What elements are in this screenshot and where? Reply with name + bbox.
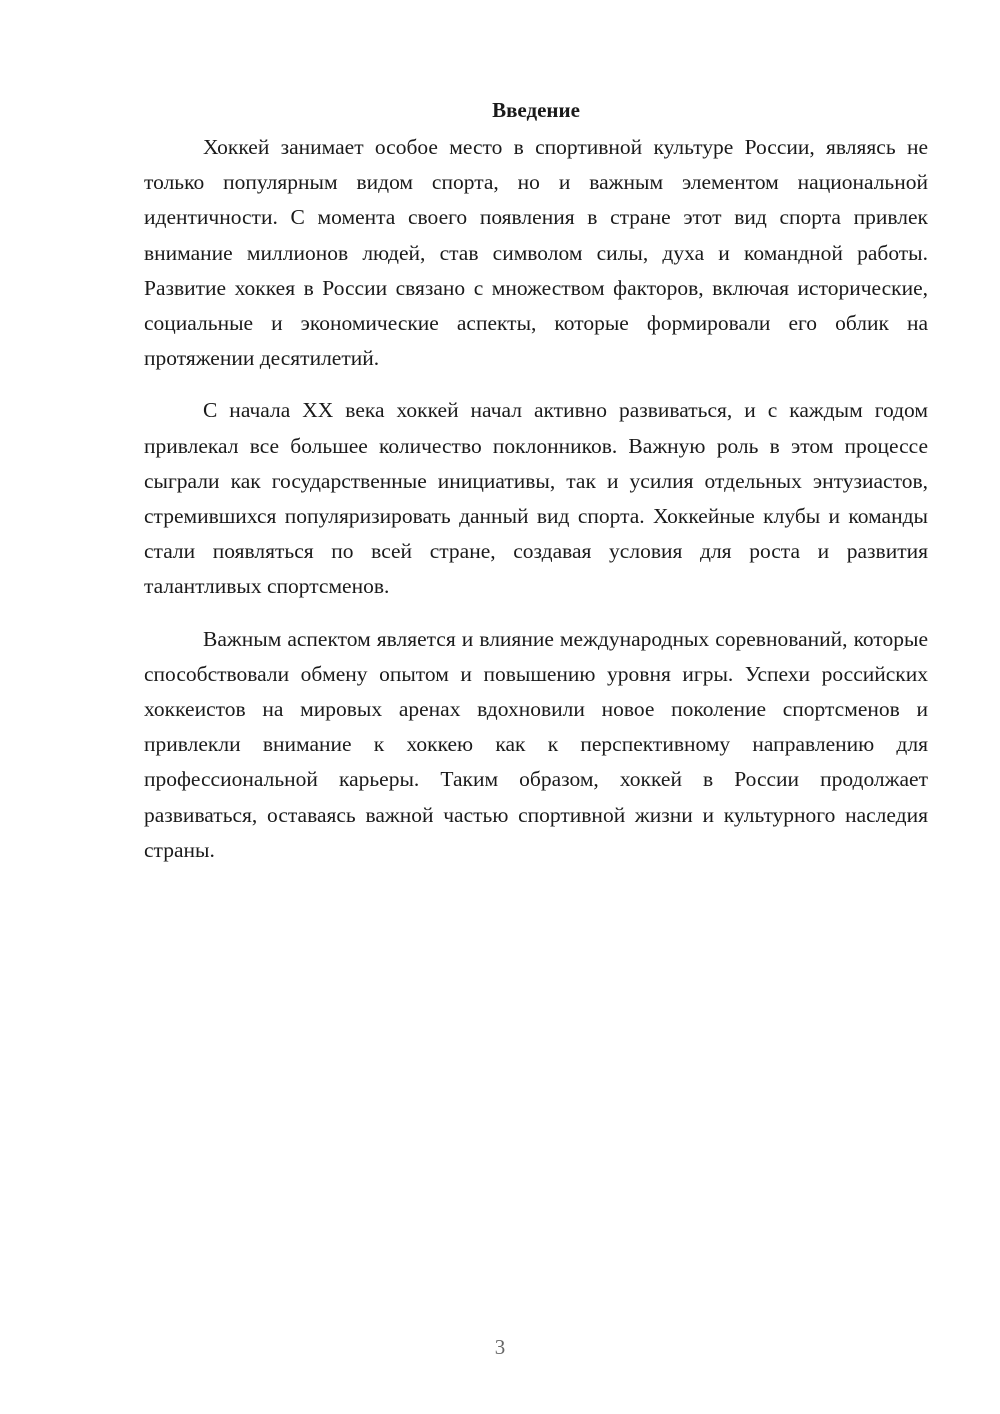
paragraph: Важным аспектом является и влияние международных соревнований, которые способствовали обмену опытом и повышению уровня игры. Успехи российских хоккеистов на мировых аренах вдохновили новое поколение спортсменов и привлекли внимание к хоккею как к перспективному направлению для профессиональной карьеры. Таким образом, хоккей в России продолжает развиваться, оставаясь важной частью спортивной жизни и культурного наследия страны. bbox=[144, 626, 928, 862]
page-content bbox=[144, 94, 928, 885]
paragraph: Хоккей занимает особое место в спортивной культуре России, являясь не только популярным видом спорта, но и важным элементом национальной идентичности. С момента своего появления в стране этот вид спорта привлек внимание миллионов людей, став символом силы, духа и командной работы. Развитие хоккея в России связано с множеством факторов, включая исторические, социальные и экономические аспекты, которые формировали его облик на протяжении десятилетий. bbox=[144, 135, 928, 371]
paragraph: С начала XX века хоккей начал активно развиваться, и с каждым годом привлекал все большее количество поклонников. Важную роль в этом процессе сыграли как государственные инициативы, так и усилия отдельных энтузиастов, стремившихся популяризировать данный вид спорта. Хоккейные клубы и команды стали появляться по всей стране, создавая условия для роста и развития талантливых спортсменов. bbox=[144, 398, 928, 599]
section-heading: Введение bbox=[492, 98, 580, 122]
page-number: 3 bbox=[494, 1335, 506, 1359]
